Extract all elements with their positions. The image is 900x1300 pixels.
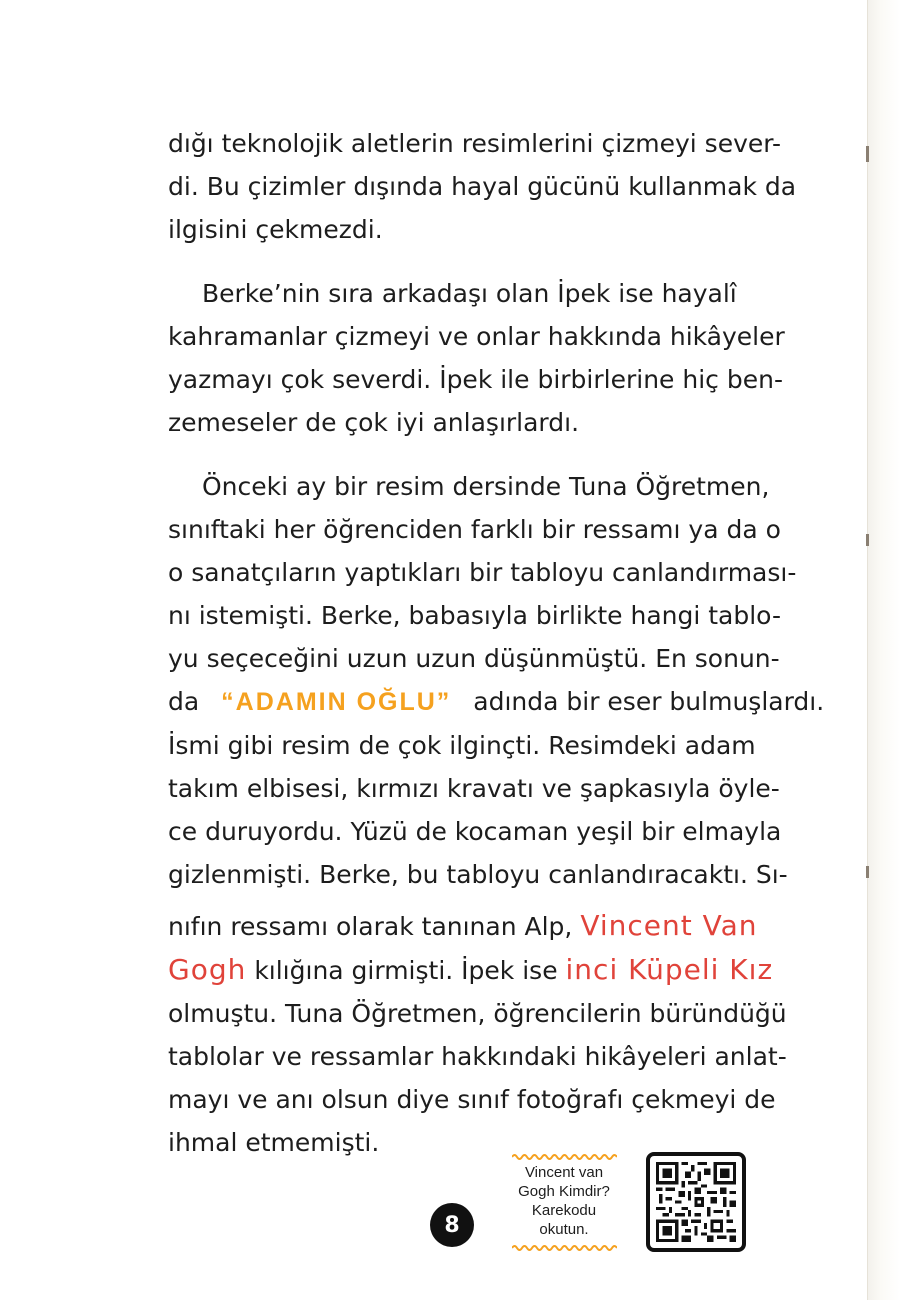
text-line: takım elbisesi, kırmızı kravatı ve şapkasıyla öyle- bbox=[168, 774, 780, 803]
wavy-divider-icon bbox=[512, 1153, 617, 1161]
text-line: İsmi gibi resim de çok ilginçti. Resimdeki adam bbox=[168, 731, 756, 760]
text-line: dığı teknolojik aletlerin resimlerini çizmeyi sever- bbox=[168, 129, 781, 158]
text-line: gizlenmişti. Berke, bu tabloyu canlandıracaktı. Sı- bbox=[168, 860, 788, 889]
text-line: di. Bu çizimler dışında hayal gücünü kullanmak da bbox=[168, 172, 797, 201]
qr-code-frame[interactable] bbox=[646, 1152, 746, 1252]
qr-code-icon[interactable] bbox=[656, 1162, 736, 1242]
text-line bbox=[168, 904, 758, 948]
text-line: nı istemişti. Berke, babasıyla birlikte hangi tablo- bbox=[168, 601, 781, 630]
text-fragment: adında bir eser bulmuşlardı. bbox=[473, 687, 825, 716]
text-line: sınıftaki her öğrenciden farklı bir ressamı ya da o bbox=[168, 515, 781, 544]
text-fragment: da bbox=[168, 687, 200, 716]
text-line: yazmayı çok severdi. İpek ile birbirlerine hiç ben- bbox=[168, 365, 783, 394]
text-line: mayı ve anı olsun diye sınıf fotoğrafı çekmeyi de bbox=[168, 1085, 776, 1114]
artist-name-highlight: Gogh bbox=[168, 953, 247, 986]
text-line bbox=[168, 680, 825, 724]
qr-caption-line: Gogh Kimdir? bbox=[518, 1183, 610, 1200]
text-line: ce duruyordu. Yüzü de kocaman yeşil bir elmayla bbox=[168, 817, 782, 846]
paragraph-2 bbox=[168, 272, 785, 444]
text-line: zemeseler de çok iyi anlaşırlardı. bbox=[168, 408, 580, 437]
painting-title-highlight: “ADAMIN OĞLU” bbox=[221, 688, 452, 716]
page-edge bbox=[867, 0, 900, 1300]
qr-caption-line: Vincent van bbox=[524, 1164, 604, 1181]
page-edge-mark bbox=[866, 866, 869, 878]
text-fragment: nıfın ressamı olarak tanınan Alp, bbox=[168, 912, 573, 941]
text-line: olmuştu. Tuna Öğretmen, öğrencilerin büründüğü bbox=[168, 999, 787, 1028]
artist-name-highlight: Vincent Van bbox=[580, 909, 758, 942]
text-line: kahramanlar çizmeyi ve onlar hakkında hikâyeler bbox=[168, 322, 785, 351]
text-line: ilgisini çekmezdi. bbox=[168, 215, 383, 244]
text-fragment: kılığına girmişti. İpek ise bbox=[254, 956, 558, 985]
text-line: o sanatçıların yaptıkları bir tabloyu canlandırması- bbox=[168, 558, 797, 587]
painting-name-highlight: inci Küpeli Kız bbox=[565, 953, 774, 986]
text-line: Önceki ay bir resim dersinde Tuna Öğretmen, bbox=[202, 472, 770, 501]
qr-caption-line: okutun. bbox=[539, 1221, 589, 1238]
paragraph-3 bbox=[168, 465, 825, 1164]
qr-caption bbox=[512, 1163, 616, 1239]
page-number: 8 bbox=[430, 1203, 474, 1247]
paragraph-1 bbox=[168, 122, 797, 251]
text-line: yu seçeceğini uzun uzun düşünmüştü. En sonun- bbox=[168, 644, 780, 673]
text-line: tablolar ve ressamlar hakkındaki hikâyeleri anlat- bbox=[168, 1042, 787, 1071]
text-line bbox=[168, 948, 774, 992]
page-edge-mark bbox=[866, 534, 869, 546]
page-edge-mark bbox=[866, 146, 869, 162]
body-text bbox=[168, 122, 825, 1164]
wavy-divider-icon bbox=[512, 1244, 617, 1252]
text-line: Berke’nin sıra arkadaşı olan İpek ise hayalî bbox=[202, 279, 737, 308]
text-line: ihmal etmemişti. bbox=[168, 1128, 380, 1157]
qr-caption-line: Karekodu bbox=[531, 1202, 597, 1219]
